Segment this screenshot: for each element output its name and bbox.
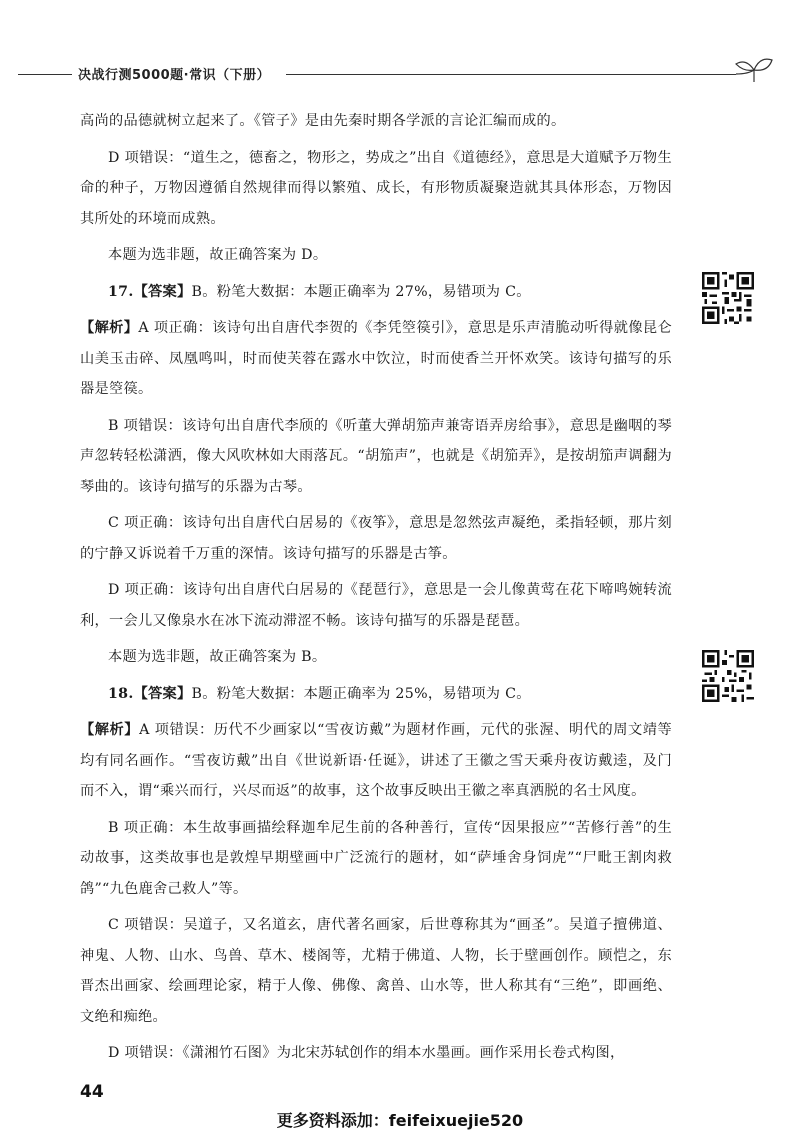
paragraph <box>80 910 672 1032</box>
paragraph <box>80 1038 672 1069</box>
paragraph-text: D 项错误：“道生之，德畜之，物形之，势成之”出自《道德经》，意思是大道赋予万物生命的种子，万物因遵循自然规律而得以繁殖、成长，有形物质凝聚造就其具体形态，万物因其所处的环境而成熟。 <box>80 149 672 227</box>
paragraph <box>80 411 672 503</box>
analysis-18 <box>80 715 672 807</box>
qr-code-icon <box>702 650 754 702</box>
page-number: 44 <box>80 1082 104 1102</box>
answer-label: 17.【答案】 <box>108 283 192 300</box>
analysis-text: A 项错误：历代不少画家以“雪夜访戴”为题材作画，元代的张渥、明代的周文靖等均有同名画作。“雪夜访戴”出自《世说新语·任诞》，讲述了王徽之雪天乘舟夜访戴逵，及门而不入，谓“乘兴而行，兴尽而返”的故事，这个故事反映出王徽之率真洒脱的名士风度。 <box>80 722 673 799</box>
answer-text: B。粉笔大数据：本题正确率为 27%，易错项为 C。 <box>191 283 531 300</box>
qr-code-18[interactable] <box>702 650 754 702</box>
answer-18 <box>80 679 672 710</box>
paragraph-text: 高尚的品德就树立起来了。《管子》是由先秦时期各学派的言论汇编而成的。 <box>80 113 566 129</box>
answer-17 <box>80 277 672 308</box>
running-title: 决战行测5000题·常识（下册） <box>78 68 271 83</box>
analysis-label: 【解析】 <box>80 722 140 738</box>
paragraph-text: D 项正确：该诗句出自唐代白居易的《琵琶行》，意思是一会儿像黄莺在花下啼鸣婉转流利，一会儿又像泉水在冰下流动滞涩不畅。该诗句描写的乐器是琵琶。 <box>80 582 672 629</box>
paragraph-text: C 项错误：吴道子，又名道玄，唐代著名画家，后世尊称其为“画圣”。吴道子擅佛道、神鬼、人物、山水、鸟兽、草木、楼阁等，尤精于佛道、人物，长于壁画创作。顾恺之，东晋杰出画家、绘画理论家，精于人像、佛像、禽兽、山水等，世人称其有“三绝”，即画绝、文绝和痴绝。 <box>80 917 672 1025</box>
footer-note: 更多资料添加：feifeixuejie520 <box>276 1111 524 1130</box>
qr-code-17[interactable] <box>702 272 754 324</box>
analysis-text: A 项正确：该诗句出自唐代李贺的《李凭箜篌引》，意思是乐声清脆动听得就像昆仑山美玉击碎、凤凰鸣叫，时而使芙蓉在露水中饮泣，时而使香兰开怀欢笑。该诗句描写的乐器是箜篌。 <box>80 320 672 397</box>
analysis-label: 【解析】 <box>80 320 139 336</box>
paragraph <box>80 143 672 235</box>
page-body <box>80 106 672 1075</box>
qr-code-icon <box>702 272 754 324</box>
paragraph <box>80 106 672 137</box>
paragraph-text: B 项正确：本生故事画描绘释迦牟尼生前的各种善行，宣传“因果报应”“苦修行善”的生动故事，这类故事也是敦煌早期壁画中广泛流行的题材，如“萨埵舍身饲虎”“尸毗王割肉救鸽”“九色鹿舍己救人”等。 <box>80 819 672 897</box>
paragraph-text: 本题为选非题，故正确答案为 D。 <box>108 247 328 263</box>
header-rule-left <box>18 74 72 75</box>
paragraph-text: B 项错误：该诗句出自唐代李颀的《听董大弹胡笳声兼寄语弄房给事》，意思是幽咽的琴声忽转轻松潇洒，像大风吹林如大雨落瓦。“胡笳声”，也就是《胡笳弄》，是按胡笳声调翻为琴曲的。该诗句描写的乐器为古琴。 <box>80 417 672 495</box>
paragraph <box>80 575 672 636</box>
answer-text: B。粉笔大数据：本题正确率为 25%，易错项为 C。 <box>191 685 531 702</box>
analysis-17 <box>80 313 672 405</box>
paragraph <box>80 813 672 905</box>
paragraph-text: C 项正确：该诗句出自唐代白居易的《夜筝》，意思是忽然弦声凝绝，柔指轻顿，那片刻的宁静又诉说着千万重的深情。该诗句描写的乐器是古筝。 <box>80 515 672 562</box>
header-rule-right <box>286 74 736 75</box>
page-header <box>0 58 800 86</box>
paragraph <box>80 642 672 673</box>
paragraph <box>80 508 672 569</box>
paragraph <box>80 240 672 271</box>
answer-label: 18.【答案】 <box>108 685 192 702</box>
paragraph-text: 本题为选非题，故正确答案为 B。 <box>108 649 327 665</box>
paragraph-text: D 项错误：《潇湘竹石图》为北宋苏轼创作的绢本水墨画。画作采用长卷式构图， <box>108 1045 625 1061</box>
sprout-icon <box>734 56 774 84</box>
